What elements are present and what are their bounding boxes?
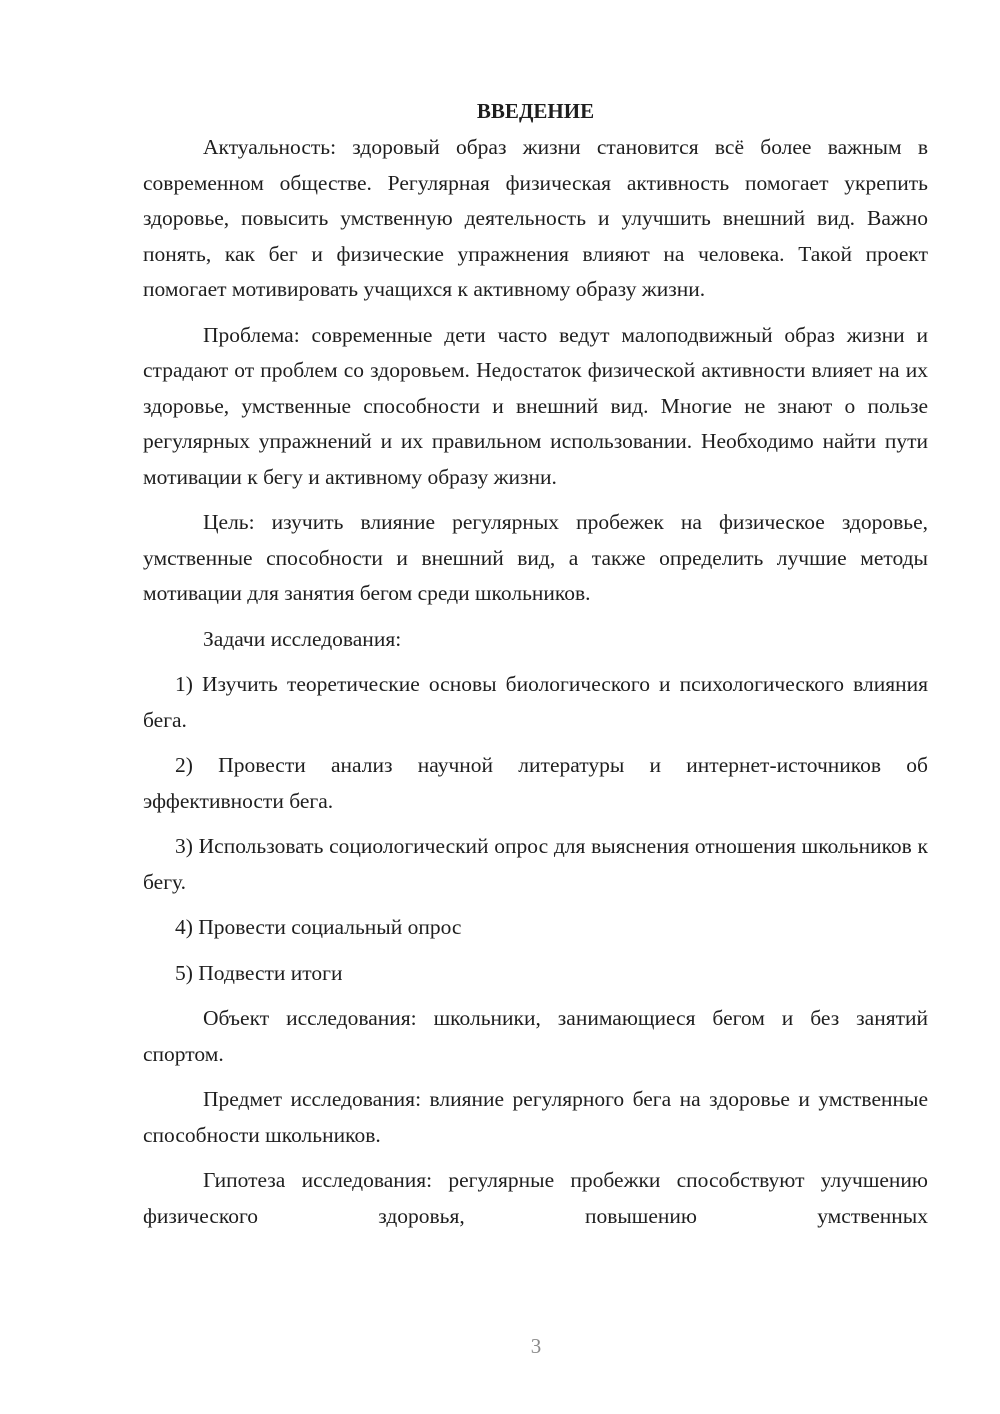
page-number: 3 [530,1334,542,1358]
task-item-1: 1) Изучить теоретические основы биологического и психологического влияния бега. [143,672,928,732]
page-body [143,96,928,1244]
section-title: ВВЕДЕНИЕ [476,99,595,123]
research-object-paragraph: Объект исследования: школьники, занимающиеся бегом и без занятий спортом. [143,1006,928,1066]
problem-paragraph: Проблема: современные дети часто ведут малоподвижный образ жизни и страдают от проблем со здоровьем. Недостаток физической активности влияет на их здоровье, умственные способности и внешний вид. Многие не знают о пользе регулярных упражнений и их правильном использовании. Необходимо найти пути мотивации к бегу и активному образу жизни. [143,322,928,489]
task-item-3: 3) Использовать социологический опрос для выяснения отношения школьников к бегу. [143,834,928,894]
task-item-4: 4) Провести социальный опрос [175,915,462,939]
tasks-heading: Задачи исследования: [203,626,402,651]
goal-paragraph: Цель: изучить влияние регулярных пробежек на физическое здоровье, умственные способности и внешний вид, а также определить лучшие методы мотивации для занятия бегом среди школьников. [143,510,928,605]
hypothesis-paragraph: Гипотеза исследования: регулярные пробежки способствуют улучшению физического здоровья, повышению умственных [143,1168,928,1228]
relevance-paragraph: Актуальность: здоровый образ жизни становится всё более важным в современном обществе. Регулярная физическая активность помогает укрепить здоровье, повысить умственную деятельность и улучшить внешний вид. Важно понять, как бег и физические упражнения влияют на человека. Такой проект помогает мотивировать учащихся к активному образу жизни. [143,135,928,301]
task-item-5: 5) Подвести итоги [175,960,343,985]
task-item-2: 2) Провести анализ научной литературы и интернет-источников об эффективности бега. [143,753,928,813]
research-subject-paragraph: Предмет исследования: влияние регулярного бега на здоровье и умственные способности школьников. [143,1087,928,1147]
